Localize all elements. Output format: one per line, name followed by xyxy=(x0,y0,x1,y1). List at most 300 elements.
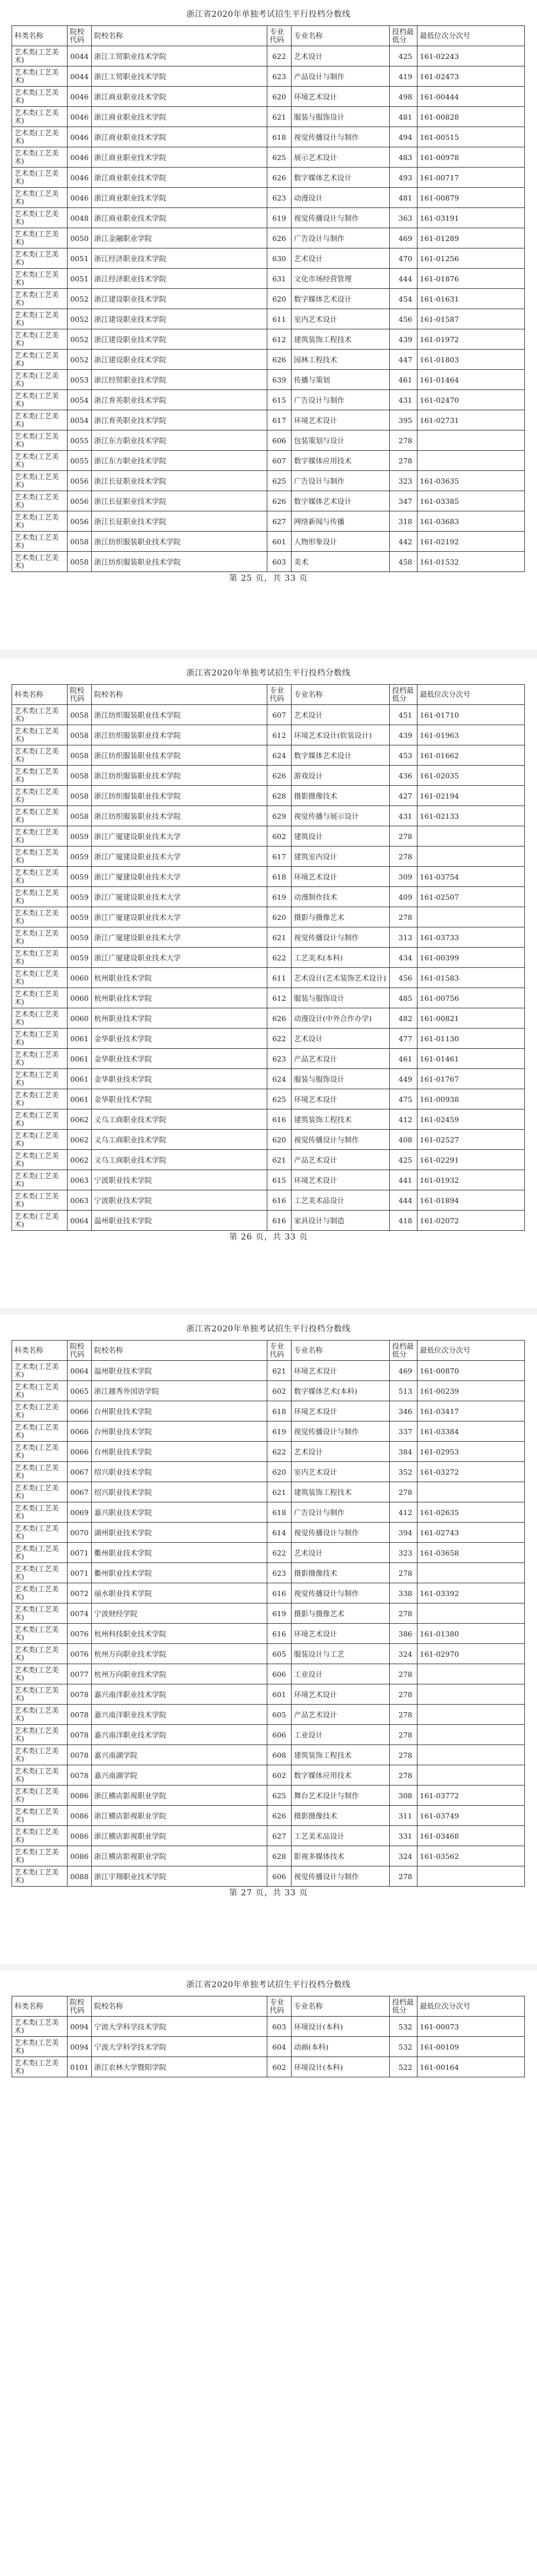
table-row xyxy=(12,927,525,948)
major-code-cell: 626 xyxy=(267,1806,292,1826)
min-score-cell: 309 xyxy=(390,867,417,887)
category-cell: 艺术类(工艺美术) xyxy=(12,847,68,867)
major-name-cell: 艺术设计 xyxy=(292,46,390,66)
min-score-cell: 447 xyxy=(390,350,417,370)
min-score-cell: 278 xyxy=(390,430,417,451)
school-name-cell: 绍兴职业技术学院 xyxy=(92,1462,267,1482)
school-name-cell: 浙江工贸职业技术学院 xyxy=(92,46,267,66)
major-code-cell: 622 xyxy=(267,1442,292,1462)
major-code-cell: 606 xyxy=(267,1725,292,1745)
table-row xyxy=(12,786,525,806)
major-code-cell: 625 xyxy=(267,147,292,168)
table-row xyxy=(12,1725,525,1745)
table-row xyxy=(12,968,525,988)
major-name-cell: 广告设计与制作 xyxy=(292,1502,390,1523)
table-row xyxy=(12,1361,525,1381)
major-name-cell: 动画(本科) xyxy=(292,2037,390,2057)
category-cell: 艺术类(工艺美术) xyxy=(12,248,68,269)
category-cell: 艺术类(工艺美术) xyxy=(12,1684,68,1705)
table-row xyxy=(12,1765,525,1786)
school-name-cell: 衢州职业技术学院 xyxy=(92,1563,267,1583)
major-name-cell: 视觉传播设计与制作 xyxy=(292,1421,390,1442)
major-code-cell: 612 xyxy=(267,725,292,745)
table-row xyxy=(12,1684,525,1705)
category-cell: 艺术类(工艺美术) xyxy=(12,168,68,188)
major-code-cell: 603 xyxy=(267,2017,292,2037)
school-code-cell: 0059 xyxy=(68,927,92,948)
min-score-cell: 318 xyxy=(390,511,417,532)
rank-cell: 161-00239 xyxy=(417,1381,525,1401)
major-name-cell: 游戏设计 xyxy=(292,766,390,786)
school-code-cell: 0077 xyxy=(68,1664,92,1684)
table-row xyxy=(12,725,525,745)
school-name-cell: 浙江广厦建设职业技术大学 xyxy=(92,907,267,927)
table-row xyxy=(12,107,525,127)
school-name-cell: 浙江纺织服装职业技术学院 xyxy=(92,745,267,766)
rank-cell xyxy=(417,1563,525,1583)
major-code-cell: 623 xyxy=(267,1049,292,1069)
category-cell: 艺术类(工艺美术) xyxy=(12,390,68,410)
major-code-cell: 627 xyxy=(267,511,292,532)
major-code-cell: 607 xyxy=(267,705,292,725)
header-rank: 最低位次分次号 xyxy=(417,26,525,46)
category-cell: 艺术类(工艺美术) xyxy=(12,1563,68,1583)
min-score-cell: 451 xyxy=(390,705,417,725)
rank-cell: 161-02192 xyxy=(417,532,525,552)
page-sheet xyxy=(0,659,537,1308)
school-code-cell: 0058 xyxy=(68,552,92,572)
category-cell: 艺术类(工艺美术) xyxy=(12,87,68,107)
rank-cell: 161-03562 xyxy=(417,1846,525,1866)
category-cell: 艺术类(工艺美术) xyxy=(12,1401,68,1421)
school-code-cell: 0078 xyxy=(68,1684,92,1705)
major-name-cell: 工艺美术品设计 xyxy=(292,1190,390,1211)
rank-cell: 161-02035 xyxy=(417,766,525,786)
category-cell: 艺术类(工艺美术) xyxy=(12,1211,68,1231)
rank-cell: 161-02731 xyxy=(417,410,525,430)
major-code-cell: 618 xyxy=(267,1502,292,1523)
table-row xyxy=(12,745,525,766)
score-table xyxy=(12,1340,525,1887)
category-cell: 艺术类(工艺美术) xyxy=(12,1170,68,1190)
major-code-cell: 629 xyxy=(267,806,292,826)
category-cell: 艺术类(工艺美术) xyxy=(12,1523,68,1543)
rank-cell: 161-02635 xyxy=(417,1502,525,1523)
category-cell: 艺术类(工艺美术) xyxy=(12,1866,68,1887)
rank-cell: 161-01662 xyxy=(417,745,525,766)
school-code-cell: 0054 xyxy=(68,410,92,430)
school-name-cell: 嘉兴南洋职业技术学院 xyxy=(92,1705,267,1725)
min-score-cell: 439 xyxy=(390,725,417,745)
major-code-cell: 602 xyxy=(267,2057,292,2077)
table-row xyxy=(12,66,525,87)
min-score-cell: 485 xyxy=(390,988,417,1008)
major-code-cell: 626 xyxy=(267,766,292,786)
table-row xyxy=(12,1603,525,1624)
category-cell: 艺术类(工艺美术) xyxy=(12,826,68,847)
rank-cell: 161-03733 xyxy=(417,927,525,948)
major-name-cell: 环境设计(本科) xyxy=(292,2017,390,2037)
school-name-cell: 湖州职业技术学院 xyxy=(92,1523,267,1543)
rank-cell xyxy=(417,451,525,471)
min-score-cell: 278 xyxy=(390,1684,417,1705)
table-row xyxy=(12,350,525,370)
header-min-score: 投档最低分 xyxy=(390,1996,417,2017)
table-row xyxy=(12,705,525,725)
table-row xyxy=(12,1190,525,1211)
school-code-cell: 0058 xyxy=(68,532,92,552)
rank-cell: 161-03272 xyxy=(417,1462,525,1482)
table-row xyxy=(12,948,525,968)
min-score-cell: 425 xyxy=(390,1150,417,1170)
major-code-cell: 626 xyxy=(267,1008,292,1029)
school-name-cell: 浙江宇翔职业技术学院 xyxy=(92,1866,267,1887)
rank-cell: 161-02970 xyxy=(417,1644,525,1664)
category-cell: 艺术类(工艺美术) xyxy=(12,745,68,766)
major-code-cell: 602 xyxy=(267,1381,292,1401)
table-row xyxy=(12,1109,525,1130)
rank-cell: 161-02291 xyxy=(417,1150,525,1170)
table-row xyxy=(12,390,525,410)
school-code-cell: 0052 xyxy=(68,350,92,370)
major-name-cell: 建筑装饰工程技术 xyxy=(292,1745,390,1765)
table-row xyxy=(12,2037,525,2057)
score-table xyxy=(12,1996,525,2077)
school-name-cell: 浙江经贸职业技术学院 xyxy=(92,370,267,390)
category-cell: 艺术类(工艺美术) xyxy=(12,552,68,572)
min-score-cell: 461 xyxy=(390,370,417,390)
school-name-cell: 宁波财经学院 xyxy=(92,1603,267,1624)
school-name-cell: 衢州职业技术学院 xyxy=(92,1543,267,1563)
school-name-cell: 嘉兴南洋职业技术学院 xyxy=(92,1725,267,1745)
header-category: 科类名称 xyxy=(12,26,68,46)
major-code-cell: 605 xyxy=(267,1644,292,1664)
rank-cell: 161-01894 xyxy=(417,1190,525,1211)
header-major-code: 专业代码 xyxy=(267,1341,292,1361)
major-name-cell: 摄影摄像技术 xyxy=(292,1563,390,1583)
major-name-cell: 传播与策划 xyxy=(292,370,390,390)
category-cell: 艺术类(工艺美术) xyxy=(12,1089,68,1109)
major-name-cell: 数字媒体艺术设计 xyxy=(292,168,390,188)
min-score-cell: 323 xyxy=(390,1543,417,1563)
school-name-cell: 浙江金融职业学院 xyxy=(92,228,267,248)
min-score-cell: 331 xyxy=(390,1826,417,1846)
school-code-cell: 0078 xyxy=(68,1765,92,1786)
school-name-cell: 浙江商业职业技术学院 xyxy=(92,107,267,127)
header-category: 科类名称 xyxy=(12,1996,68,2017)
school-name-cell: 宁波职业技术学院 xyxy=(92,1190,267,1211)
major-name-cell: 工业设计 xyxy=(292,1725,390,1745)
school-code-cell: 0094 xyxy=(68,2017,92,2037)
major-code-cell: 608 xyxy=(267,1745,292,1765)
min-score-cell: 461 xyxy=(390,1049,417,1069)
category-cell: 艺术类(工艺美术) xyxy=(12,1482,68,1502)
major-code-cell: 602 xyxy=(267,826,292,847)
major-name-cell: 建筑装饰工程技术 xyxy=(292,1109,390,1130)
table-row xyxy=(12,1543,525,1563)
school-name-cell: 温州职业技术学院 xyxy=(92,1211,267,1231)
major-name-cell: 动漫制作技术 xyxy=(292,887,390,907)
major-code-cell: 617 xyxy=(267,410,292,430)
min-score-cell: 532 xyxy=(390,2037,417,2057)
major-name-cell: 环境艺术设计 xyxy=(292,1089,390,1109)
rank-cell: 161-00756 xyxy=(417,988,525,1008)
min-score-cell: 493 xyxy=(390,168,417,188)
table-row xyxy=(12,248,525,269)
min-score-cell: 477 xyxy=(390,1029,417,1049)
school-code-cell: 0058 xyxy=(68,745,92,766)
category-cell: 艺术类(工艺美术) xyxy=(12,309,68,329)
major-name-cell: 展示艺术设计 xyxy=(292,147,390,168)
major-name-cell: 数字媒体应用技术 xyxy=(292,1765,390,1786)
rank-cell: 161-01972 xyxy=(417,329,525,350)
header-row xyxy=(12,1996,525,2017)
table-row xyxy=(12,1069,525,1089)
category-cell: 艺术类(工艺美术) xyxy=(12,948,68,968)
table-row xyxy=(12,1482,525,1502)
rank-cell: 161-03392 xyxy=(417,1583,525,1603)
major-name-cell: 艺术设计 xyxy=(292,248,390,269)
rank-cell: 161-03772 xyxy=(417,1786,525,1806)
school-name-cell: 台州职业技术学院 xyxy=(92,1421,267,1442)
table-row xyxy=(12,127,525,147)
rank-cell: 161-01587 xyxy=(417,309,525,329)
major-name-cell: 视觉传播设计与制作 xyxy=(292,1866,390,1887)
min-score-cell: 444 xyxy=(390,269,417,289)
min-score-cell: 347 xyxy=(390,491,417,511)
table-row xyxy=(12,168,525,188)
school-code-cell: 0053 xyxy=(68,370,92,390)
min-score-cell: 442 xyxy=(390,532,417,552)
major-code-cell: 616 xyxy=(267,1583,292,1603)
table-row xyxy=(12,2057,525,2077)
school-code-cell: 0086 xyxy=(68,1826,92,1846)
major-name-cell: 环境设计(本科) xyxy=(292,2057,390,2077)
category-cell: 艺术类(工艺美术) xyxy=(12,410,68,430)
table-row xyxy=(12,1745,525,1765)
rank-cell xyxy=(417,826,525,847)
rank-cell: 161-00164 xyxy=(417,2057,525,2077)
rank-cell: 161-02243 xyxy=(417,46,525,66)
major-name-cell: 视觉传播设计与制作 xyxy=(292,927,390,948)
major-code-cell: 620 xyxy=(267,1130,292,1150)
major-code-cell: 623 xyxy=(267,1563,292,1583)
major-code-cell: 602 xyxy=(267,1765,292,1786)
major-name-cell: 家具设计与制造 xyxy=(292,1211,390,1231)
major-code-cell: 623 xyxy=(267,66,292,87)
category-cell: 艺术类(工艺美术) xyxy=(12,968,68,988)
category-cell: 艺术类(工艺美术) xyxy=(12,1705,68,1725)
table-row xyxy=(12,1462,525,1482)
category-cell: 艺术类(工艺美术) xyxy=(12,1150,68,1170)
major-name-cell: 数字媒体艺术设计 xyxy=(292,289,390,309)
category-cell: 艺术类(工艺美术) xyxy=(12,1008,68,1029)
min-score-cell: 352 xyxy=(390,1462,417,1482)
min-score-cell: 278 xyxy=(390,1866,417,1887)
category-cell: 艺术类(工艺美术) xyxy=(12,1130,68,1150)
category-cell: 艺术类(工艺美术) xyxy=(12,511,68,532)
header-major-name: 专业名称 xyxy=(292,26,390,46)
category-cell: 艺术类(工艺美术) xyxy=(12,1029,68,1049)
min-score-cell: 278 xyxy=(390,1563,417,1583)
school-code-cell: 0054 xyxy=(68,390,92,410)
category-cell: 艺术类(工艺美术) xyxy=(12,705,68,725)
header-rank: 最低位次分次号 xyxy=(417,1341,525,1361)
rank-cell: 161-01464 xyxy=(417,370,525,390)
major-code-cell: 607 xyxy=(267,451,292,471)
school-code-cell: 0052 xyxy=(68,329,92,350)
category-cell: 艺术类(工艺美术) xyxy=(12,1765,68,1786)
major-name-cell: 艺术设计 xyxy=(292,705,390,725)
min-score-cell: 513 xyxy=(390,1381,417,1401)
school-name-cell: 浙江广厦建设职业技术大学 xyxy=(92,867,267,887)
table-row xyxy=(12,1381,525,1401)
major-name-cell: 环境艺术设计 xyxy=(292,1684,390,1705)
school-code-cell: 0063 xyxy=(68,1170,92,1190)
table-row xyxy=(12,228,525,248)
major-name-cell: 建筑室内设计 xyxy=(292,847,390,867)
school-code-cell: 0061 xyxy=(68,1069,92,1089)
school-code-cell: 0058 xyxy=(68,725,92,745)
school-code-cell: 0059 xyxy=(68,847,92,867)
category-cell: 艺术类(工艺美术) xyxy=(12,867,68,887)
table-row xyxy=(12,451,525,471)
school-name-cell: 浙江长征职业技术学院 xyxy=(92,471,267,491)
major-name-cell: 环境艺术设计 xyxy=(292,867,390,887)
school-code-cell: 0056 xyxy=(68,471,92,491)
school-name-cell: 浙江建设职业技术学院 xyxy=(92,309,267,329)
min-score-cell: 308 xyxy=(390,1786,417,1806)
major-name-cell: 建筑设计 xyxy=(292,826,390,847)
major-name-cell: 广告设计与制作 xyxy=(292,471,390,491)
table-row xyxy=(12,370,525,390)
major-name-cell: 产品艺术设计 xyxy=(292,1150,390,1170)
school-code-cell: 0071 xyxy=(68,1543,92,1563)
table-row xyxy=(12,1846,525,1866)
school-code-cell: 0044 xyxy=(68,66,92,87)
major-name-cell: 服装与服饰设计 xyxy=(292,1069,390,1089)
major-code-cell: 616 xyxy=(267,1211,292,1231)
min-score-cell: 522 xyxy=(390,2057,417,2077)
category-cell: 艺术类(工艺美术) xyxy=(12,2057,68,2077)
major-code-cell: 611 xyxy=(267,309,292,329)
table-row xyxy=(12,46,525,66)
table-row xyxy=(12,826,525,847)
major-name-cell: 数字媒体艺术(本科) xyxy=(292,1381,390,1401)
category-cell: 艺术类(工艺美术) xyxy=(12,1786,68,1806)
min-score-cell: 346 xyxy=(390,1401,417,1421)
major-code-cell: 615 xyxy=(267,390,292,410)
category-cell: 艺术类(工艺美术) xyxy=(12,269,68,289)
school-code-cell: 0060 xyxy=(68,968,92,988)
major-name-cell: 视觉传播设计与制作 xyxy=(292,208,390,228)
major-code-cell: 615 xyxy=(267,1170,292,1190)
major-code-cell: 626 xyxy=(267,228,292,248)
rank-cell: 161-03384 xyxy=(417,1421,525,1442)
school-name-cell: 金华职业技术学院 xyxy=(92,1069,267,1089)
school-code-cell: 0060 xyxy=(68,1008,92,1029)
school-code-cell: 0070 xyxy=(68,1523,92,1543)
page-title: 浙江省2020年单独考试招生平行投档分数线 xyxy=(186,10,351,19)
rank-cell: 161-00073 xyxy=(417,2017,525,2037)
table-row xyxy=(12,867,525,887)
table-row xyxy=(12,1664,525,1684)
school-name-cell: 宁波大学科学技术学院 xyxy=(92,2037,267,2057)
school-code-cell: 0062 xyxy=(68,1130,92,1150)
school-name-cell: 浙江商业职业技术学院 xyxy=(92,147,267,168)
major-name-cell: 环境艺术设计 xyxy=(292,410,390,430)
school-code-cell: 0074 xyxy=(68,1603,92,1624)
min-score-cell: 425 xyxy=(390,46,417,66)
table-row xyxy=(12,1029,525,1049)
school-code-cell: 0065 xyxy=(68,1381,92,1401)
category-cell: 艺术类(工艺美术) xyxy=(12,1846,68,1866)
table-row xyxy=(12,147,525,168)
rank-cell xyxy=(417,1482,525,1502)
rank-cell: 161-00109 xyxy=(417,2037,525,2057)
category-cell: 艺术类(工艺美术) xyxy=(12,725,68,745)
min-score-cell: 431 xyxy=(390,806,417,826)
school-code-cell: 0046 xyxy=(68,127,92,147)
header-school-code: 院校代码 xyxy=(68,1341,92,1361)
major-code-cell: 623 xyxy=(267,188,292,208)
rank-cell: 161-01932 xyxy=(417,1170,525,1190)
min-score-cell: 408 xyxy=(390,1130,417,1150)
min-score-cell: 419 xyxy=(390,66,417,87)
category-cell: 艺术类(工艺美术) xyxy=(12,907,68,927)
min-score-cell: 386 xyxy=(390,1624,417,1644)
school-name-cell: 义乌工商职业技术学院 xyxy=(92,1150,267,1170)
min-score-cell: 481 xyxy=(390,107,417,127)
school-code-cell: 0056 xyxy=(68,491,92,511)
school-name-cell: 杭州职业技术学院 xyxy=(92,1008,267,1029)
major-name-cell: 工艺美术品设计 xyxy=(292,1826,390,1846)
major-code-cell: 616 xyxy=(267,1109,292,1130)
table-row xyxy=(12,1563,525,1583)
category-cell: 艺术类(工艺美术) xyxy=(12,1624,68,1644)
school-code-cell: 0086 xyxy=(68,1786,92,1806)
major-code-cell: 631 xyxy=(267,269,292,289)
school-code-cell: 0086 xyxy=(68,1846,92,1866)
school-code-cell: 0046 xyxy=(68,168,92,188)
major-code-cell: 618 xyxy=(267,127,292,147)
category-cell: 艺术类(工艺美术) xyxy=(12,1603,68,1624)
major-name-cell: 艺术设计 xyxy=(292,1442,390,1462)
table-row xyxy=(12,2017,525,2037)
header-school-name: 院校名称 xyxy=(92,1341,267,1361)
major-name-cell: 视觉传播与展示设计 xyxy=(292,806,390,826)
category-cell: 艺术类(工艺美术) xyxy=(12,1583,68,1603)
major-code-cell: 626 xyxy=(267,168,292,188)
rank-cell xyxy=(417,1603,525,1624)
school-name-cell: 浙江工贸职业技术学院 xyxy=(92,66,267,87)
school-name-cell: 浙江建设职业技术学院 xyxy=(92,289,267,309)
header-school-code: 院校代码 xyxy=(68,685,92,705)
header-major-name: 专业名称 xyxy=(292,1341,390,1361)
school-code-cell: 0059 xyxy=(68,948,92,968)
school-name-cell: 浙江纺织服装职业技术学院 xyxy=(92,806,267,826)
category-cell: 艺术类(工艺美术) xyxy=(12,927,68,948)
table-row xyxy=(12,87,525,107)
school-code-cell: 0058 xyxy=(68,806,92,826)
school-name-cell: 杭州科技职业技术学院 xyxy=(92,1624,267,1644)
major-name-cell: 网络新闻与传播 xyxy=(292,511,390,532)
rank-cell xyxy=(417,1705,525,1725)
table-row xyxy=(12,1523,525,1543)
table-row xyxy=(12,511,525,532)
category-cell: 艺术类(工艺美术) xyxy=(12,66,68,87)
min-score-cell: 278 xyxy=(390,1482,417,1502)
